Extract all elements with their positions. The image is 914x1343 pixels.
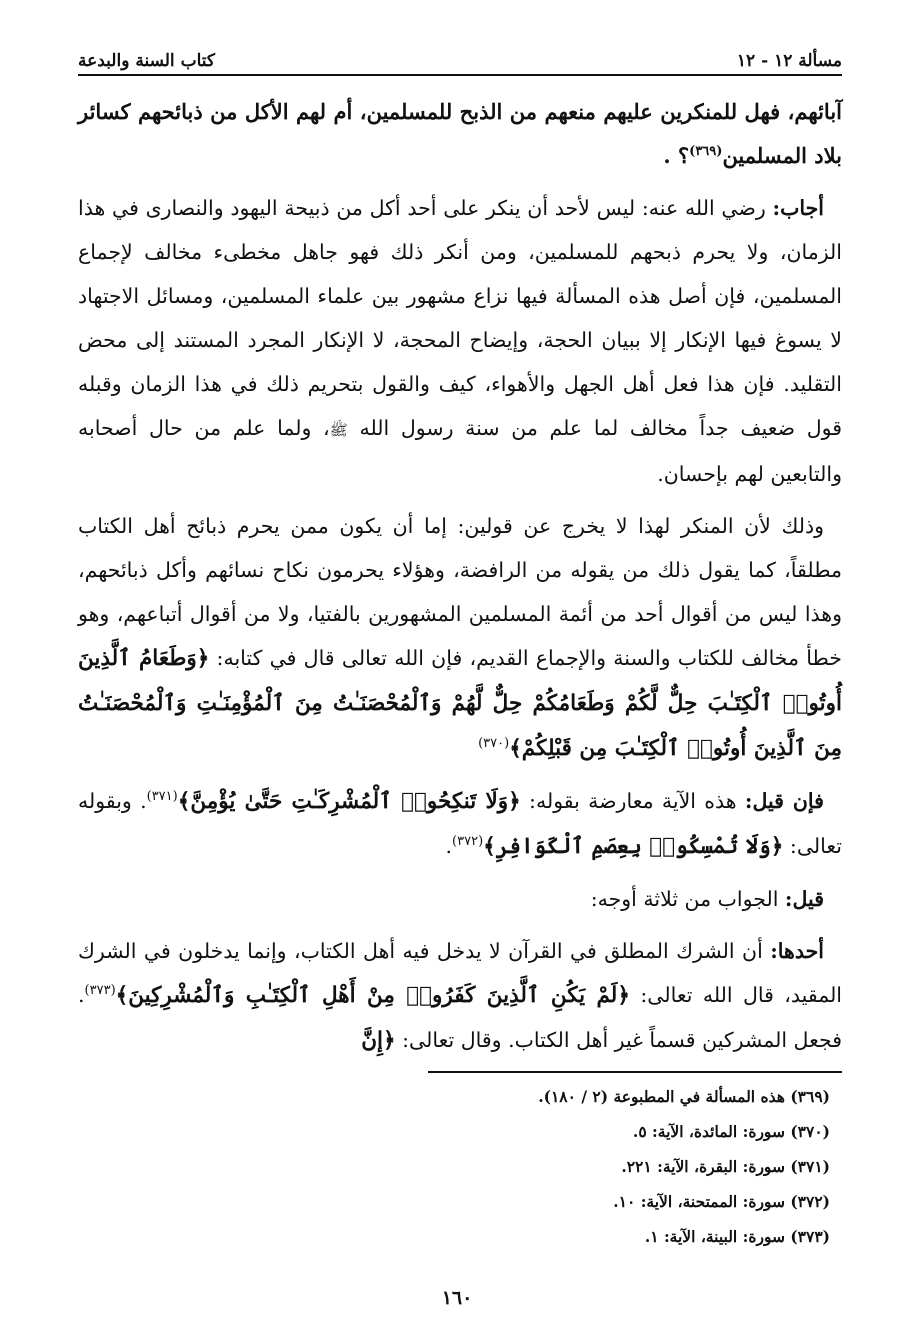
objection-mid: . وبقوله تعالى:	[78, 789, 842, 858]
page-number: ١٦٠	[441, 1287, 473, 1309]
footnote-372: (٣٧٢) سورة: الممتحنة، الآية: ١٠.	[613, 1192, 830, 1211]
footnote-ref-370[interactable]: (٣٧٠)	[478, 736, 510, 752]
second-paragraph	[78, 504, 842, 771]
quran-verse-maidah: ﴿وَطَعَامُ ٱلَّذِينَ أُوتُوا۟ ٱلْكِتَـٰبَ حِلٌّ لَّكُمْ وَطَعَامُكُمْ حِلٌّ لَّهُمْ وَٱلْمُحْصَنَـٰتُ مِنَ ٱلْمُؤْمِنَـٰتِ وَٱلْمُحْصَنَـٰتُ مِنَ ٱلَّذِينَ أُوتُوا۟ ٱلْكِتَـٰبَ مِن قَبْلِكُمْ﴾	[78, 646, 842, 761]
objection-end: .	[445, 834, 453, 858]
quran-verse-mumtahanah: ﴿وَلَا تُمْسِكُوا۟ بِعِصَمِ ٱلْكَوَافِرِ﴾	[483, 834, 784, 859]
footnotes	[78, 1079, 842, 1254]
salawat-glyph: ﷺ	[329, 421, 348, 439]
document-page	[78, 40, 842, 1254]
para2-text: وذلك لأن المنكر لهذا لا يخرج عن قولين: إما أن يكون ممن يحرم ذبائح أهل الكتاب مطلقاً، كما يقول ذلك من يقوله من الرافضة، وهؤلاء يحرمون نكاح نسائهم وأكل ذبائحهم، وهذا ليس من أقوال أحد من أئمة المسلمين المشهورين بالفتيا، ولا من أقوال أتباعهم، وهو خطأ مخالف للكتاب والسنة والإجماع القديم، فإن الله تعالى قال في كتابه:	[78, 514, 842, 670]
running-header	[78, 40, 842, 76]
body-text	[78, 90, 842, 1063]
quran-verse-bayyinah: ﴿لَمْ يَكُنِ ٱلَّذِينَ كَفَرُوا۟ مِنْ أَهْلِ ٱلْكِتَـٰبِ وَٱلْمُشْرِكِينَ﴾	[115, 983, 630, 1008]
book-title: كتاب السنة والبدعة	[78, 51, 215, 71]
answer-text: رضي الله عنه: ليس لأحد أن ينكر على أحد أكل من ذبيحة اليهود والنصارى في هذا الزمان، ولا يحرم ذبحهم للمسلمين، ومن أنكر ذلك فهو جاهل مخطىء مخالف لإجماع المسلمين، فإن أصل هذه المسألة فيها نزاع مشهور بين علماء المسلمين، ومسائل الاجتهاد لا يسوغ فيها الإنكار إلا ببيان الحجة، وإيضاح المحجة، لا الإنكار المجرد المستند إلى محض التقليد. فإن هذا فعل أهل الجهل والأهواء، كيف والقول بتحريم ذلك في هذا الزمان وقبله قول ضعيف جداً مخالف لما علم من سنة رسول الله	[78, 196, 842, 440]
footnote-ref-372[interactable]: (٣٧٢)	[452, 834, 484, 850]
footnote-369: (٣٦٩) هذه المسألة في المطبوعة (٢ / ١٨٠).	[538, 1087, 830, 1106]
question-end: ؟ .	[663, 143, 690, 168]
footnote-370: (٣٧٠) سورة: المائدة، الآية: ٥.	[632, 1122, 830, 1141]
quran-verse-baqarah: ﴿وَلَا تَنكِحُوا۟ ٱلْمُشْرِكَـٰتِ حَتَّىٰ يُؤْمِنَّ﴾	[177, 789, 521, 814]
reply-lead: قيل:	[784, 887, 824, 911]
objection-lead: فإن قيل:	[744, 789, 824, 813]
footnote-ref-369[interactable]: (٣٦٩)	[689, 144, 723, 159]
first-lead: أحدها:	[770, 939, 824, 963]
footnote-371: (٣٧١) سورة: البقرة، الآية: ٢٢١.	[621, 1157, 830, 1176]
reply-text: الجواب من ثلاثة أوجه:	[590, 887, 785, 911]
question-paragraph	[78, 90, 842, 178]
answer-paragraph	[78, 186, 842, 496]
footnote-373: (٣٧٣) سورة: البينة، الآية: ١.	[644, 1227, 830, 1246]
footnote-separator	[428, 1071, 842, 1073]
quran-verse-continuation: ﴿إِنَّ	[361, 1028, 396, 1053]
objection-text: هذه الآية معارضة بقوله:	[529, 789, 745, 813]
objection-paragraph	[78, 779, 842, 869]
answer-text-end: ، ولما علم من حال أصحابه والتابعين لهم بإحسان.	[78, 416, 842, 486]
answer-lead: أجاب:	[772, 196, 824, 220]
first-reason-paragraph	[78, 929, 842, 1063]
first-text: أن الشرك المطلق في القرآن لا يدخل فيه أهل الكتاب، وإنما يدخلون في الشرك المقيد، قال الله تعالى:	[78, 939, 843, 1007]
reply-paragraph	[78, 877, 842, 921]
issue-reference: مسألة ١٢ - ١٢	[736, 51, 842, 71]
footnote-ref-373[interactable]: (٣٧٣)	[84, 983, 116, 999]
first-end: . فجعل المشركين قسماً غير أهل الكتاب. وقال تعالى:	[78, 983, 842, 1052]
footnote-ref-371[interactable]: (٣٧١)	[146, 789, 178, 805]
question-text: آبائهم، فهل للمنكرين عليهم منعهم من الذبح للمسلمين، أم لهم الأكل من ذبائحهم كسائر بلاد المسلمين	[78, 99, 842, 168]
